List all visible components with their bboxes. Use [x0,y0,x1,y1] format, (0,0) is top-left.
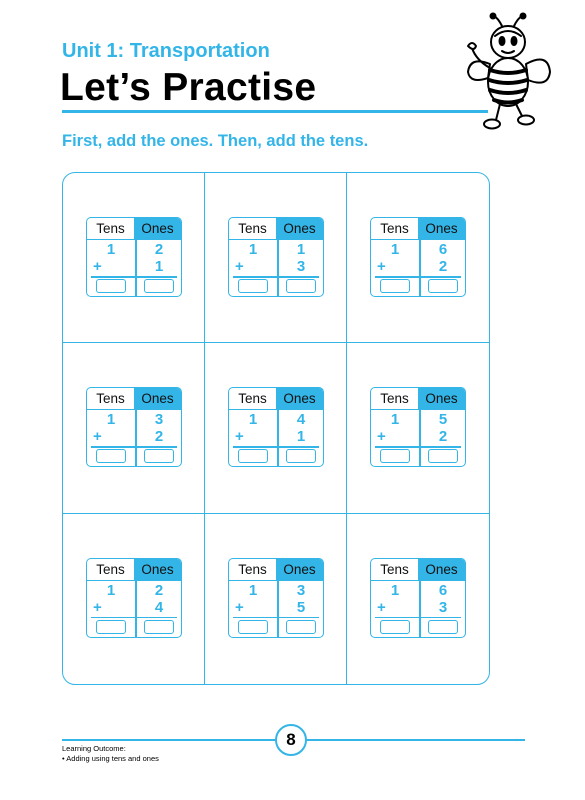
top-ones-digit: 2 [154,241,164,258]
top-tens-digit: 1 [106,411,116,429]
tens-header: Tens [96,561,125,577]
tens-header: Tens [96,391,125,407]
top-tens-digit: 1 [390,241,400,258]
top-ones-digit: 6 [438,581,448,599]
place-value-header [87,559,181,581]
plus-sign: + [377,598,386,616]
sum-line [233,276,319,278]
plus-sign: + [93,598,102,616]
learning-outcome-label: Learning Outcome: [62,744,126,753]
ones-header: Ones [418,218,465,239]
addition-problem [86,387,182,467]
tens-header: Tens [238,391,267,407]
ones-answer-box[interactable] [428,449,458,463]
plus-sign: + [93,428,102,446]
tens-answer-box[interactable] [96,279,126,293]
place-value-header [371,559,465,581]
tens-header: Tens [380,221,409,236]
ones-header: Ones [276,559,323,580]
exercise-grid [62,172,490,685]
bottom-ones-digit: 1 [296,428,306,446]
tens-header: Tens [238,561,267,577]
ones-header: Ones [276,218,323,239]
ones-header: Ones [134,559,181,580]
ones-answer-box[interactable] [286,620,316,634]
sum-line [91,446,177,448]
tens-answer-box[interactable] [238,620,268,634]
addition-problem [86,558,182,638]
sum-line [233,446,319,448]
problem-cell [205,343,347,513]
ones-header: Ones [418,559,465,580]
title-underline [62,110,488,113]
sum-line [233,617,319,619]
addition-problem [228,558,324,638]
problem-cell [205,514,347,684]
top-tens-digit: 1 [106,581,116,599]
tens-header: Tens [380,561,409,577]
top-ones-digit: 1 [296,241,306,258]
place-value-header [87,218,181,240]
ones-answer-box[interactable] [428,620,458,634]
tens-answer-box[interactable] [238,279,268,293]
ones-header: Ones [418,388,465,409]
bottom-ones-digit: 3 [438,598,448,616]
addition-problem [370,217,466,297]
sum-line [375,446,461,448]
addition-problem [228,217,324,297]
bottom-ones-digit: 1 [154,258,164,275]
ones-answer-box[interactable] [286,449,316,463]
bottom-ones-digit: 2 [154,428,164,446]
ones-header: Ones [134,218,181,239]
problem-cell [347,343,489,513]
top-ones-digit: 5 [438,411,448,429]
page-number: 8 [275,724,307,756]
tens-header: Tens [96,221,125,236]
problem-cell [347,514,489,684]
place-value-header [229,388,323,410]
tens-answer-box[interactable] [96,449,126,463]
tens-header: Tens [238,221,267,236]
plus-sign: + [377,258,386,275]
top-tens-digit: 1 [248,581,258,599]
sum-line [375,276,461,278]
problem-cell [347,173,489,343]
place-value-header [229,218,323,240]
sum-line [91,617,177,619]
instruction-text: First, add the ones. Then, add the tens. [62,132,369,150]
bottom-ones-digit: 5 [296,598,306,616]
top-ones-digit: 3 [296,581,306,599]
bottom-ones-digit: 2 [438,428,448,446]
plus-sign: + [377,428,386,446]
problem-cell [63,173,205,343]
sum-line [375,617,461,619]
plus-sign: + [93,258,102,275]
top-ones-digit: 3 [154,411,164,429]
addition-problem [370,387,466,467]
plus-sign: + [235,598,244,616]
top-tens-digit: 1 [390,411,400,429]
ones-header: Ones [134,388,181,409]
plus-sign: + [235,428,244,446]
top-tens-digit: 1 [248,411,258,429]
tens-answer-box[interactable] [380,279,410,293]
ones-answer-box[interactable] [144,449,174,463]
bottom-ones-digit: 4 [154,598,164,616]
ones-answer-box[interactable] [428,279,458,293]
place-value-header [371,388,465,410]
tens-answer-box[interactable] [380,620,410,634]
bottom-ones-digit: 3 [296,258,306,275]
learning-outcome-item: • Adding using tens and ones [62,754,159,763]
bee-mascot-icon [462,12,554,137]
top-tens-digit: 1 [390,581,400,599]
addition-problem [370,558,466,638]
problem-cell [63,343,205,513]
problem-cell [63,514,205,684]
page-title: Let’s Practise [60,66,317,109]
tens-header: Tens [380,391,409,407]
place-value-header [229,559,323,581]
problem-cell [205,173,347,343]
bottom-ones-digit: 2 [438,258,448,275]
addition-problem [228,387,324,467]
sum-line [91,276,177,278]
top-ones-digit: 4 [296,411,306,429]
ones-answer-box[interactable] [286,279,316,293]
tens-answer-box[interactable] [238,449,268,463]
top-ones-digit: 6 [438,241,448,258]
place-value-header [87,388,181,410]
ones-header: Ones [276,388,323,409]
unit-title: Unit 1: Transportation [62,40,270,62]
ones-answer-box[interactable] [144,620,174,634]
plus-sign: + [235,258,244,275]
ones-answer-box[interactable] [144,279,174,293]
place-value-header [371,218,465,240]
tens-answer-box[interactable] [96,620,126,634]
addition-problem [86,217,182,297]
top-tens-digit: 1 [106,241,116,258]
top-ones-digit: 2 [154,581,164,599]
tens-answer-box[interactable] [380,449,410,463]
top-tens-digit: 1 [248,241,258,258]
